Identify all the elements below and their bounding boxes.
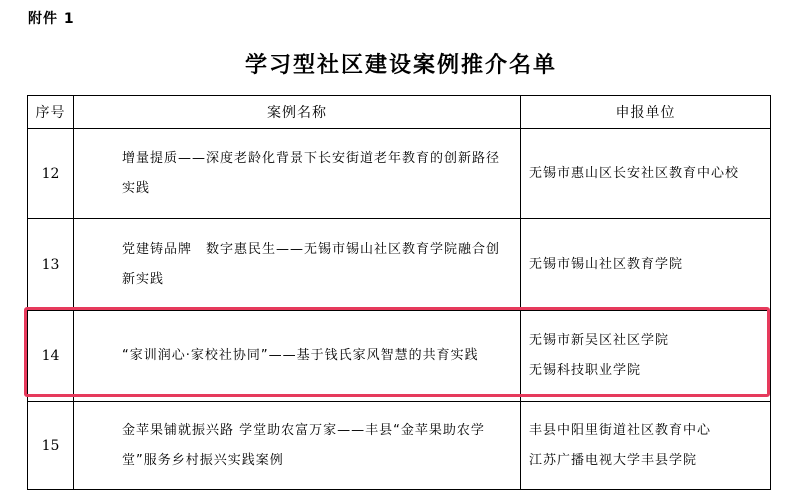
- unit-line: 无锡市惠山区长安社区教育中心校: [529, 165, 740, 181]
- table-row: [28, 402, 771, 490]
- unit-line: 江苏广播电视大学丰县学院: [529, 452, 698, 468]
- document-title: 学习型社区建设案例推介名单: [244, 52, 557, 78]
- header-num: 序号: [28, 96, 74, 129]
- case-name: 增量提质——深度老龄化背景下长安街道老年教育的创新路径实践: [74, 129, 521, 219]
- case-name: “家训润心·家校社协同”——基于钱氏家风智慧的共育实践: [74, 311, 521, 402]
- row-number: 14: [28, 311, 74, 402]
- table-row: [28, 129, 771, 219]
- row-number: 13: [28, 219, 74, 311]
- case-name: 党建铸品牌 数字惠民生——无锡市锡山社区教育学院融合创新实践: [74, 219, 521, 311]
- row-number: 15: [28, 402, 74, 490]
- header-name: 案例名称: [74, 96, 521, 129]
- table-row: [28, 219, 771, 311]
- applicant-unit: [521, 129, 771, 219]
- header-unit: 申报单位: [521, 96, 771, 129]
- applicant-unit: [521, 402, 771, 490]
- table-row-highlighted: [28, 311, 771, 402]
- attachment-label: 附件 1: [28, 11, 75, 27]
- case-name: 金苹果铺就振兴路 学堂助农富万家——丰县“金苹果助农学堂”服务乡村振兴实践案例: [74, 402, 521, 490]
- applicant-unit: [521, 219, 771, 311]
- row-number: 12: [28, 129, 74, 219]
- applicant-unit: [521, 311, 771, 402]
- unit-line: 无锡科技职业学院: [529, 363, 642, 378]
- unit-line: 无锡市锡山社区教育学院: [529, 256, 684, 272]
- unit-line: 丰县中阳里街道社区教育中心: [529, 422, 712, 438]
- recommendation-table: [27, 95, 771, 490]
- unit-line: 无锡市新吴区社区学院: [529, 333, 670, 348]
- table-header-row: [28, 96, 771, 129]
